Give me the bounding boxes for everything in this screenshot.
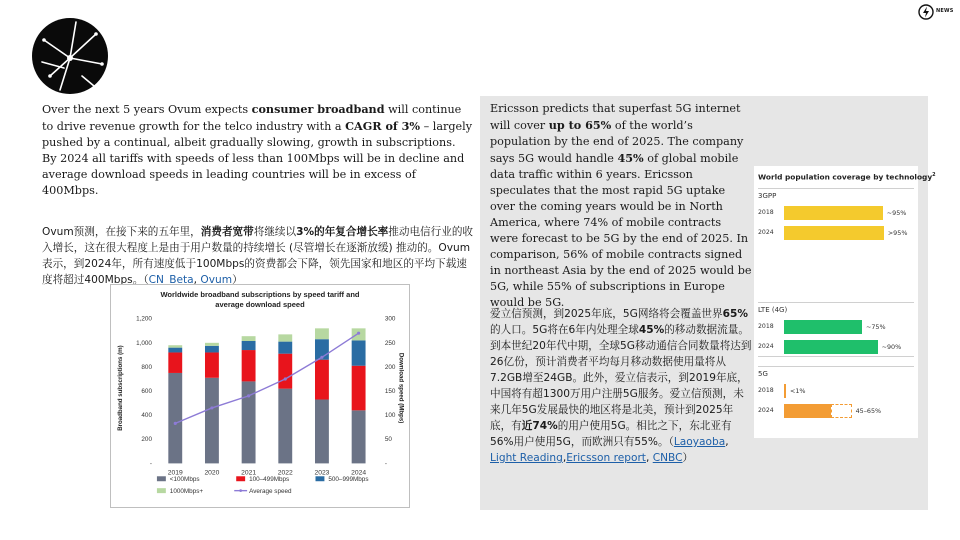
coverage-value: ~90% <box>881 343 902 351</box>
bar-segment <box>278 389 292 464</box>
x-tick-label: 2022 <box>277 469 293 477</box>
legend-label: Average speed <box>249 488 292 496</box>
bar-segment <box>352 366 366 411</box>
bar-segment <box>205 343 219 346</box>
coverage-row <box>758 206 914 220</box>
bar-segment <box>168 345 182 347</box>
bar-segment <box>278 334 292 341</box>
coverage-row <box>758 226 914 240</box>
y-tick-left: 600 <box>141 388 152 396</box>
y-tick-right: 50 <box>384 436 392 444</box>
source-link-cnbc[interactable]: CNBC <box>652 452 683 464</box>
average-speed-line <box>175 333 358 423</box>
y-axis-right-label: Download speed (Mbps) <box>397 352 405 424</box>
coverage-bar <box>784 340 878 354</box>
source-link-laoyaoba[interactable]: Laoyaoba <box>673 436 726 448</box>
bar-segment <box>242 336 256 341</box>
source-link-ovum[interactable]: Ovum <box>200 274 233 286</box>
section-divider <box>758 302 914 303</box>
bar-segment <box>315 399 329 463</box>
y-tick-left: 1,000 <box>136 339 152 347</box>
y-tick-right: 300 <box>384 315 396 323</box>
coverage-row <box>758 340 914 354</box>
coverage-row <box>758 404 914 418</box>
section-label: 3GPP <box>758 192 777 200</box>
news-badge-label: NEWS <box>936 8 954 14</box>
average-speed-point <box>284 377 287 380</box>
row-year: 2018 <box>758 209 774 216</box>
row-year: 2024 <box>758 343 774 350</box>
row-year: 2018 <box>758 387 774 394</box>
x-tick-label: 2020 <box>204 469 220 477</box>
bar-segment <box>168 348 182 353</box>
coverage-bar <box>784 206 883 220</box>
y-tick-right: - <box>384 460 387 468</box>
row-year: 2018 <box>758 323 774 330</box>
bar-segment <box>168 373 182 463</box>
bar-segment <box>205 378 219 464</box>
legend-swatch <box>157 476 166 481</box>
ericsson-summary-cn: 爱立信预测，到2025年底，5G网络将会覆盖世界65%的人口。5G将在6年内处理全球45%的移动数据流量。到本世纪20年代中期，全球5G移动通信合同数量将达到26亿份，预计消费者平均每月移动数据使用量将从7.2GB增至24GB。此外，爱立信表示，到2019年底，中国将有超1300万用户注册5G服务。爱立信预测，未来几年5G发展最快的地区将是北美，预计到2025年底，有近74%的用户使用5G。相比之下，东北亚有56%用户使用5G，而欧洲只有55%。（Laoyaoba, Light Reading,Ericsson report, CNBC） <box>490 308 752 464</box>
coverage-value: 45–65% <box>855 407 882 415</box>
lightning-icon <box>918 4 934 20</box>
section-divider <box>758 188 914 189</box>
y-tick-left: 400 <box>141 412 152 420</box>
bar-segment <box>242 350 256 381</box>
source-link-light-reading[interactable]: Light Reading <box>490 452 563 464</box>
ericsson-summary-en: Ericsson predicts that superfast 5G internet will cover up to 65% of the world’s population by the end of 2025. The company says 5G would handle 45% of global mobile data traffic within 6 years. Ericsson speculates that the most rapid 5G uptake over the coming years would be in North America, where 74% of mobile contracts were forecast to be 5G by the end of 2025. In comparison, 56% of mobile contracts signed in northeast Asia by the end of 2025 would be 5G, while 55% of subscriptions in Europe would be 5G. <box>490 102 752 309</box>
y-tick-right: 100 <box>384 412 396 420</box>
legend-label: 500–999Mbps <box>328 476 369 484</box>
coverage-chart-title: World population coverage by technology$^2$ <box>758 172 936 182</box>
average-speed-point <box>210 406 213 409</box>
bar-segment <box>205 352 219 377</box>
bar-segment <box>352 410 366 463</box>
chart-title-line1: Worldwide broadband subscriptions by speed tariff and <box>160 289 360 299</box>
x-tick-label: 2019 <box>167 469 183 477</box>
bar-segment <box>242 341 256 350</box>
broadband-subscriptions-chart <box>110 284 410 508</box>
y-tick-right: 150 <box>384 388 396 396</box>
coverage-value: >95% <box>887 229 908 237</box>
bar-segment <box>315 328 329 339</box>
legend-label: <100Mbps <box>169 476 200 484</box>
bar-segment <box>315 360 329 400</box>
bar-segment <box>205 346 219 353</box>
coverage-bar <box>784 226 884 240</box>
legend-label: 100–499Mbps <box>249 476 290 484</box>
y-tick-left: 200 <box>141 436 152 444</box>
section-label: 5G <box>758 370 768 378</box>
x-tick-label: 2024 <box>351 469 367 477</box>
source-link-cnbeta[interactable]: CN_Beta <box>148 274 194 286</box>
ovum-summary-en: Over the next 5 years Ovum expects consumer broadband will continue to drive revenue growth for the telco industry with a CAGR of 3% – largely pushed by a continual, albeit gradually slowing, growth in subscriptions. By 2024 all tariffs with speeds of less than 100Mbps will be in decline and average download speeds in leading countries will be in excess of 400Mbps. <box>42 102 473 197</box>
y-axis-left-label: Broadband subscriptions (m) <box>117 345 125 431</box>
section-divider <box>758 356 914 357</box>
legend-label: 1000Mbps+ <box>169 488 204 496</box>
bar-segment <box>352 340 366 365</box>
coverage-bar <box>784 384 786 398</box>
left-panel <box>32 96 480 510</box>
y-tick-left: - <box>149 460 152 468</box>
bar-segment <box>168 352 182 372</box>
bar-segment <box>278 342 292 354</box>
y-tick-right: 200 <box>384 363 396 371</box>
x-tick-label: 2021 <box>241 469 257 477</box>
row-year: 2024 <box>758 229 774 236</box>
coverage-bar <box>784 404 831 418</box>
coverage-bar <box>784 320 862 334</box>
average-speed-point <box>357 332 360 335</box>
y-tick-left: 1,200 <box>136 315 152 323</box>
coverage-value: ~75% <box>866 323 886 331</box>
bar-segment <box>278 354 292 389</box>
news-badge <box>918 4 956 20</box>
average-speed-point <box>320 356 323 359</box>
average-speed-point <box>247 394 250 397</box>
ovum-summary-cn: Ovum预测，在接下来的五年里，消费者宽带将继续以3%的年复合增长率推动电信行业的收入增长，这在很大程度上是由于用户数量的持续增长 (尽管增长在逐渐放缓) 推动的。Ovum表示，到2024年，所有速度低于100Mbps的资费都会下降，领先国家和地区的平均下载速度将超过400Mbps。（CN_Beta, Ovum） <box>42 226 474 286</box>
legend-swatch <box>157 488 166 493</box>
chart-title-line2: average download speed <box>215 299 305 309</box>
coverage-range <box>831 404 852 418</box>
legend-swatch <box>316 476 325 481</box>
y-tick-left: 800 <box>141 363 152 371</box>
x-tick-label: 2023 <box>314 469 330 477</box>
source-link-ericsson-report[interactable]: Ericsson report <box>566 452 646 464</box>
section-label: LTE (4G) <box>758 306 788 314</box>
y-tick-right: 250 <box>384 339 396 347</box>
coverage-value: <1% <box>790 387 806 395</box>
legend-swatch-marker <box>239 489 242 492</box>
coverage-value: ~95% <box>886 209 907 217</box>
coverage-row <box>758 320 914 334</box>
coverage-row <box>758 384 914 398</box>
site-logo <box>30 16 110 96</box>
section-divider <box>758 366 914 367</box>
average-speed-point <box>174 422 177 425</box>
row-year: 2024 <box>758 407 774 414</box>
legend-swatch <box>236 476 245 481</box>
population-coverage-chart <box>754 166 936 438</box>
